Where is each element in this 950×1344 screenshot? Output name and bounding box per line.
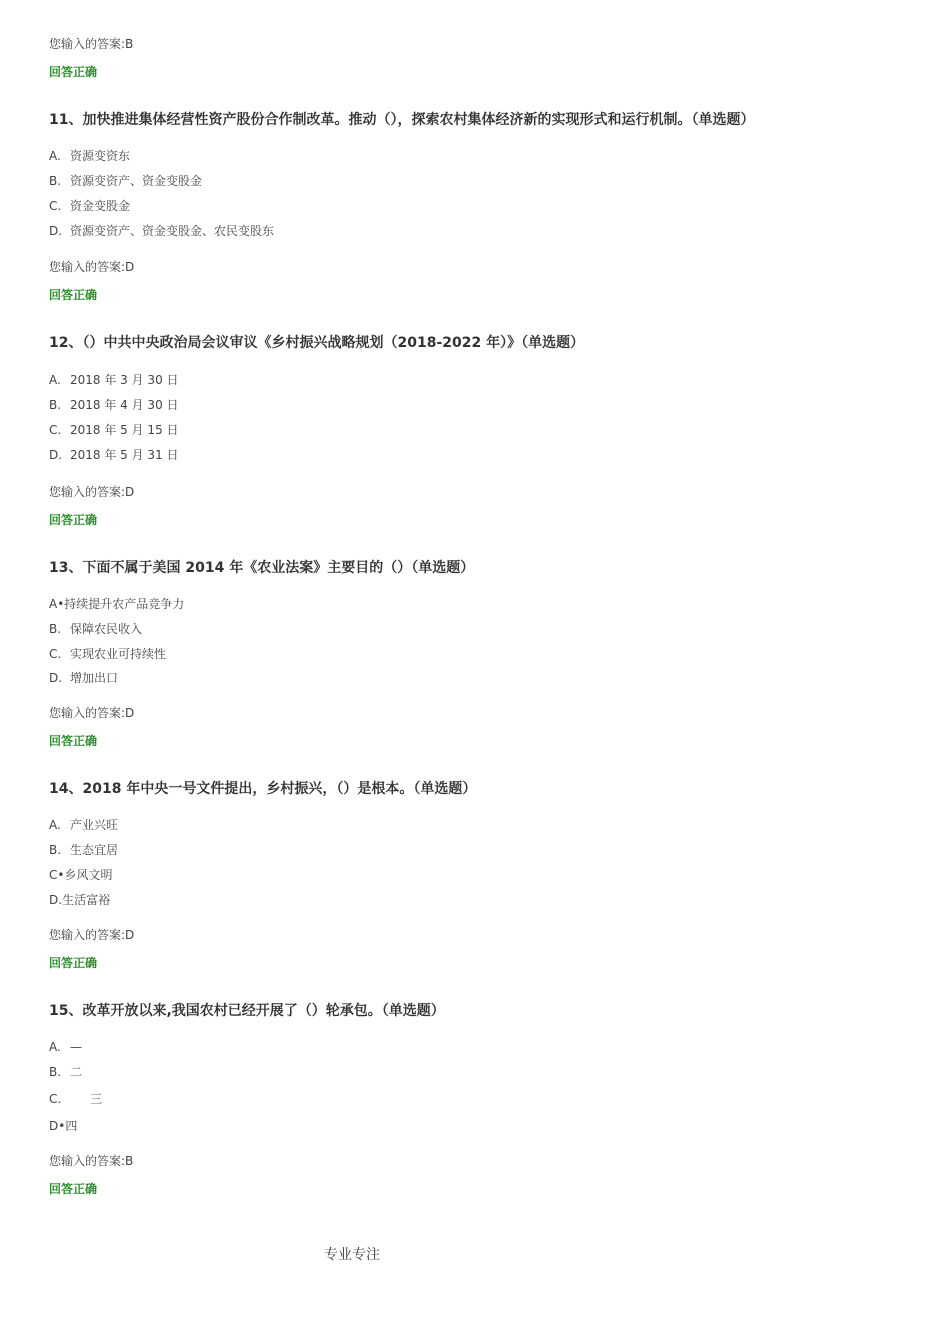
result-correct: 回答正确 bbox=[49, 734, 98, 748]
result-correct: 回答正确 bbox=[49, 1182, 98, 1196]
result-correct: 回答正确 bbox=[49, 513, 98, 527]
option-d: D. 2018 年 5 月 31 日 bbox=[49, 448, 179, 462]
question-title: 14、2018 年中央一号文件提出，乡村振兴，（）是根本。（单选题） bbox=[49, 781, 477, 797]
option-d: D. 资源变资产、资金变股金、农民变股东 bbox=[49, 224, 275, 238]
option-a: A. — bbox=[49, 1040, 82, 1054]
question-title: 12、（）中共中央政治局会议审议《乡村振兴战略规划（2018-2022 年）》（单选题） bbox=[49, 335, 585, 351]
option-b: B. 二 bbox=[49, 1065, 83, 1079]
answer-text: 您输入的答案:D bbox=[49, 928, 135, 942]
answer-text: 您输入的答案:D bbox=[49, 706, 135, 720]
result-correct: 回答正确 bbox=[49, 65, 98, 79]
option-a: A. 2018 年 3 月 30 日 bbox=[49, 373, 179, 387]
option-a: A•持续提升农产品竞争力 bbox=[49, 597, 185, 611]
question-title: 13、下面不属于美国 2014 年《农业法案》主要目的（）（单选题） bbox=[49, 560, 475, 576]
question-title: 15、改革开放以来,我国农村已经开展了（）轮承包。（单选题） bbox=[49, 1003, 445, 1019]
option-b: B. 生态宜居 bbox=[49, 843, 119, 857]
option-d: D. 增加出口 bbox=[49, 671, 119, 685]
answer-text: 您输入的答案:B bbox=[49, 37, 134, 51]
option-b: B. 2018 年 4 月 30 日 bbox=[49, 398, 179, 412]
option-d: D•四 bbox=[49, 1119, 78, 1133]
result-correct: 回答正确 bbox=[49, 956, 98, 970]
option-d: D.生活富裕 bbox=[49, 893, 111, 907]
option-b: B. 保障农民收入 bbox=[49, 622, 143, 636]
option-a: A. 资源变资东 bbox=[49, 149, 131, 163]
option-c: C. 实现农业可持续性 bbox=[49, 647, 167, 661]
option-c: C. 三 bbox=[49, 1092, 103, 1106]
option-b: B. 资源变资产、资金变股金 bbox=[49, 174, 203, 188]
question-title: 11、加快推进集体经营性资产股份合作制改革。推动（），探索农村集体经济新的实现形式和运行机制。（单选题） bbox=[49, 112, 755, 128]
result-correct: 回答正确 bbox=[49, 288, 98, 302]
option-a: A. 产业兴旺 bbox=[49, 818, 119, 832]
option-c: C•乡风文明 bbox=[49, 868, 113, 882]
option-c: C. 2018 年 5 月 15 日 bbox=[49, 423, 179, 437]
answer-text: 您输入的答案:D bbox=[49, 485, 135, 499]
option-c: C. 资金变股金 bbox=[49, 199, 131, 213]
answer-text: 您输入的答案:B bbox=[49, 1154, 134, 1168]
page-footer: 专业专注 bbox=[324, 1247, 380, 1263]
answer-text: 您输入的答案:D bbox=[49, 260, 135, 274]
